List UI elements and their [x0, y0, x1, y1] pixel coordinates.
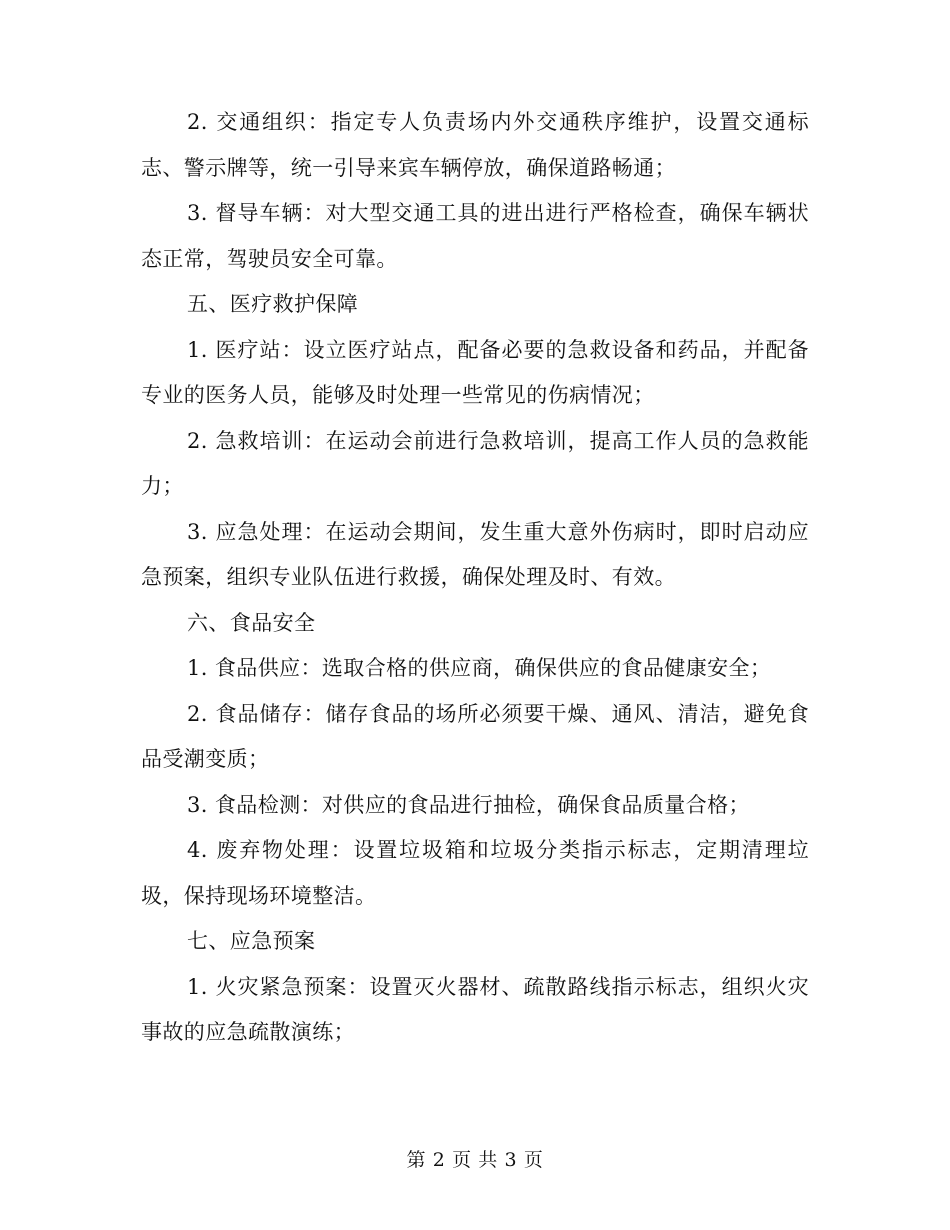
section-heading-medical: 五、医疗救护保障: [187, 292, 359, 316]
paragraph-food-storage: 2. 食品储存：储存食品的场所必须要干燥、通风、清洁，避免食品受潮变质；: [141, 701, 809, 771]
paragraph-waste-disposal: 4. 废弃物处理：设置垃圾箱和垃圾分类指示标志，定期清理垃圾，保持现场环境整洁。: [141, 838, 809, 908]
paragraph-medical-station: 1. 医疗站：设立医疗站点，配备必要的急救设备和药品，并配备专业的医务人员，能够及时处理一些常见的伤病情况；: [141, 337, 809, 407]
paragraph-emergency-handling: 3. 应急处理：在运动会期间，发生重大意外伤病时，即时启动应急预案，组织专业队伍进行救援，确保处理及时、有效。: [141, 519, 809, 589]
document-body: [141, 100, 809, 1056]
paragraph-first-aid-training: 2. 急救培训：在运动会前进行急救培训，提高工作人员的急救能力；: [141, 428, 809, 498]
paragraph-fire-emergency: 1. 火灾紧急预案：设置灭火器材、疏散路线指示标志，组织火灾事故的应急疏散演练；: [141, 974, 809, 1044]
paragraph-food-testing: 3. 食品检测：对供应的食品进行抽检，确保食品质量合格；: [187, 792, 750, 817]
section-heading-food-safety: 六、食品安全: [187, 610, 316, 635]
paragraph-food-supply: 1. 食品供应：选取合格的供应商，确保供应的食品健康安全；: [187, 656, 772, 680]
paragraph-vehicle-supervision: 3. 督导车辆：对大型交通工具的进出进行严格检查，确保车辆状态正常，驾驶员安全可靠。: [141, 201, 809, 271]
section-heading-emergency-plan: 七、应急预案: [187, 929, 316, 953]
page-number-footer: 第 2 页 共 3 页: [406, 1149, 544, 1171]
paragraph-traffic-organization: 2. 交通组织：指定专人负责场内外交通秩序维护，设置交通标志、警示牌等，统一引导来宾车辆停放，确保道路畅通；: [141, 110, 809, 180]
